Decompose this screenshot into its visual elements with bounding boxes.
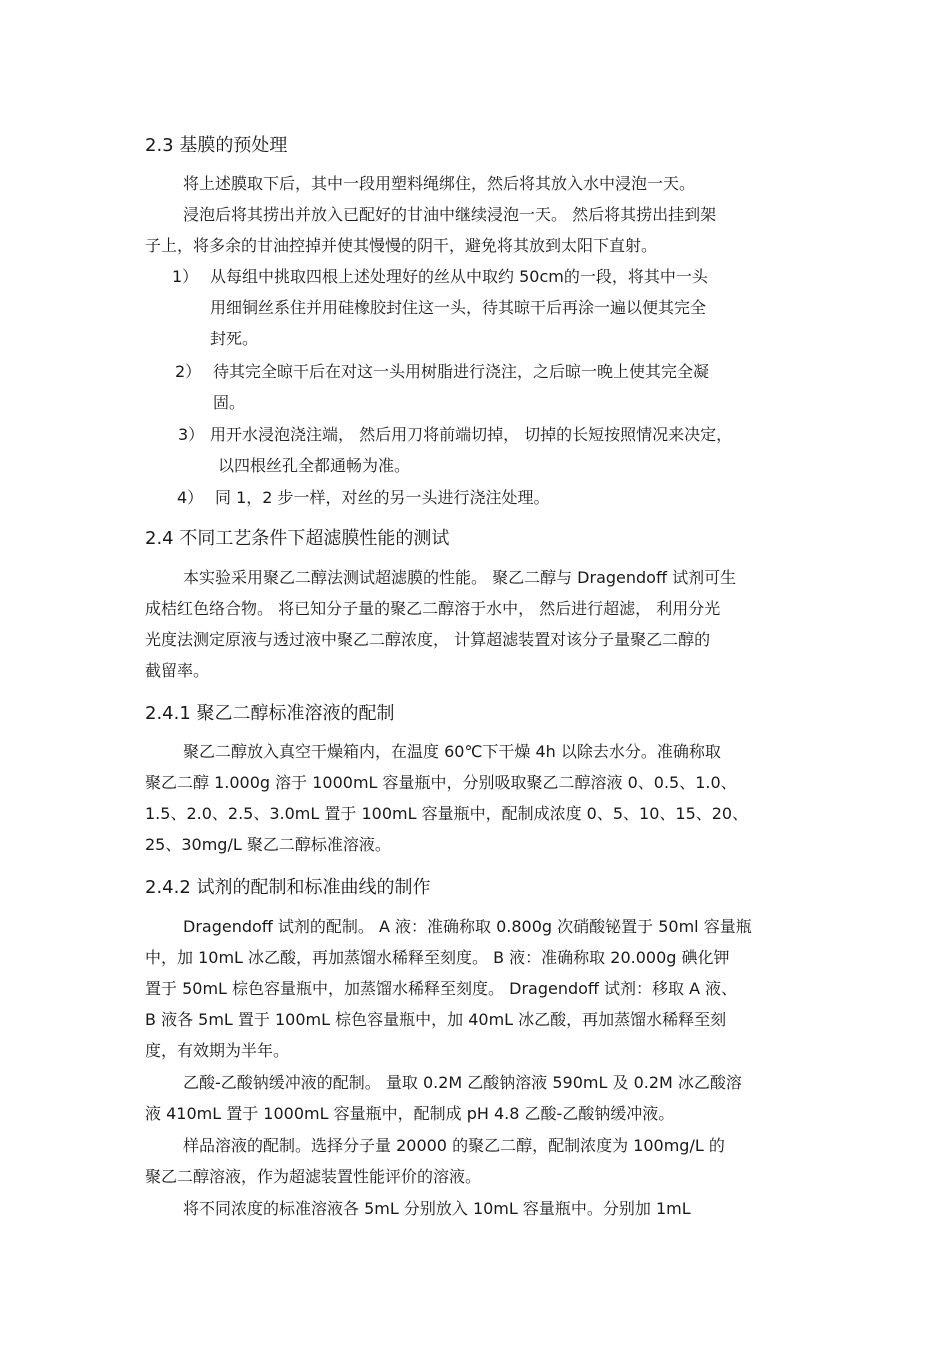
paragraph-line: 乙酸-乙酸钠缓冲液的配制。 量取 0.2M 乙酸钠溶液 590mL 及 0.2M 冰乙酸溶 (183, 1073, 742, 1092)
step-line: 用开水浸泡浇注端， 然后用刀将前端切掉， 切掉的长短按照情况来决定， (210, 425, 733, 444)
step-line: 同 1，2 步一样，对丝的另一头进行浇注处理。 (215, 488, 550, 507)
paragraph-line: 中，加 10mL 冰乙酸，再加蒸馏水稀释至刻度。 B 液：准确称取 20.000g 碘化钾 (145, 948, 730, 967)
paragraph-line: 成桔红色络合物。 将已知分子量的聚乙二醇溶于水中， 然后进行超滤， 利用分光 (145, 599, 721, 618)
step-line: 待其完全晾干后在对这一头用树脂进行浇注，之后晾一晚上使其完全凝 (213, 362, 710, 381)
paragraph-line: 聚乙二醇 1.000g 溶于 1000mL 容量瓶中，分别吸取聚乙二醇溶液 0、0.5、1.0、 (145, 773, 737, 792)
step-number: 3） (178, 425, 205, 444)
paragraph-line: 度，有效期为半年。 (145, 1041, 290, 1060)
section-heading-2-3: 2.3 基膜的预处理 (145, 135, 288, 156)
paragraph-line: 截留率。 (145, 661, 210, 680)
step-line: 封死。 (210, 329, 259, 348)
paragraph-line: 液 410mL 置于 1000mL 容量瓶中，配制成 pH 4.8 乙酸-乙酸钠缓冲液。 (145, 1104, 675, 1123)
step-number: 2） (175, 362, 202, 381)
paragraph-line: 将上述膜取下后，其中一段用塑料绳绑住，然后将其放入水中浸泡一天。 (183, 174, 696, 193)
paragraph-line: 本实验采用聚乙二醇法测试超滤膜的性能。 聚乙二醇与 Dragendoff 试剂可生 (183, 568, 737, 587)
section-heading-2-4-2: 2.4.2 试剂的配制和标准曲线的制作 (145, 877, 431, 898)
step-number: 1） (172, 267, 199, 286)
paragraph-line: 子上，将多余的甘油控掉并使其慢慢的阴干，避免将其放到太阳下直射。 (145, 236, 658, 255)
paragraph-line: B 液各 5mL 置于 100mL 棕色容量瓶中，加 40mL 冰乙酸，再加蒸馏水稀释至刻 (145, 1010, 727, 1029)
paragraph-line: 聚乙二醇放入真空干燥箱内，在温度 60℃下干燥 4h 以除去水分。准确称取 (183, 742, 721, 761)
paragraph-line: 1.5、2.0、2.5、3.0mL 置于 100mL 容量瓶中，配制成浓度 0、5、10、15、20、 (145, 804, 749, 823)
step-number: 4） (177, 488, 204, 507)
paragraph-line: Dragendoff 试剂的配制。 A 液：准确称取 0.800g 次硝酸铋置于 50ml 容量瓶 (183, 917, 752, 936)
paragraph-line: 光度法测定原液与透过液中聚乙二醇浓度， 计算超滤装置对该分子量聚乙二醇的 (145, 630, 711, 649)
section-heading-2-4-1: 2.4.1 聚乙二醇标准溶液的配制 (145, 703, 395, 724)
paragraph-line: 样品溶液的配制。选择分子量 20000 的聚乙二醇，配制浓度为 100mg/L 的 (183, 1136, 725, 1155)
paragraph-line: 25、30mg/L 聚乙二醇标准溶液。 (145, 835, 391, 854)
step-line: 从每组中挑取四根上述处理好的丝从中取约 50cm的一段，将其中一头 (210, 267, 708, 286)
paragraph-line: 浸泡后将其捞出并放入已配好的甘油中继续浸泡一天。 然后将其捞出挂到架 (183, 205, 717, 224)
step-line: 以四根丝孔全都通畅为准。 (218, 456, 411, 475)
paragraph-line: 将不同浓度的标准溶液各 5mL 分别放入 10mL 容量瓶中。分别加 1mL (183, 1199, 691, 1218)
step-line: 固。 (213, 393, 246, 412)
step-line: 用细铜丝系住并用硅橡胶封住这一头，待其晾干后再涂一遍以便其完全 (210, 298, 707, 317)
section-heading-2-4: 2.4 不同工艺条件下超滤膜性能的测试 (145, 528, 450, 549)
paragraph-line: 置于 50mL 棕色容量瓶中，加蒸馏水稀释至刻度。 Dragendoff 试剂：移取 A 液、 (145, 979, 738, 998)
paragraph-line: 聚乙二醇溶液，作为超滤装置性能评价的溶液。 (145, 1167, 482, 1186)
